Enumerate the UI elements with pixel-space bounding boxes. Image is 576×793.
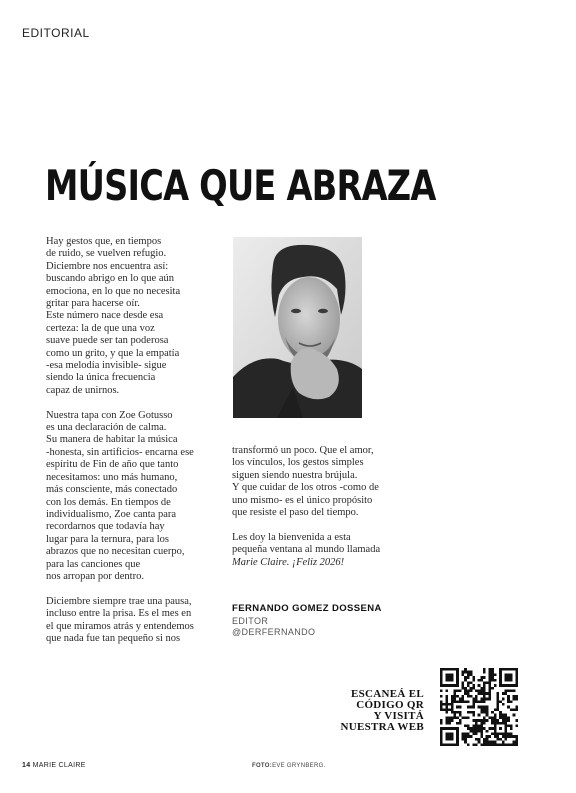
article-line: recordarnos que todavía hay (46, 521, 165, 533)
qr-cta-line: NUESTRA WEB (340, 721, 424, 733)
photo-credit (252, 763, 326, 769)
article-line: individualismo, Zoe canta para (46, 508, 177, 520)
article-line: -esa melodía invisible- sigue (46, 360, 167, 372)
article-line: certeza: la de que una voz (46, 322, 155, 334)
article-line: de ruido, se vuelven refugio. (46, 248, 167, 260)
signature-name: FERNANDO GOMEZ DOSSENA (232, 603, 382, 614)
article-line: nos arropan por dentro. (46, 570, 144, 582)
article-line: transformó un poco. Que el amor, (232, 445, 374, 456)
qr-code-icon[interactable] (440, 668, 518, 746)
photo-credit-label: FOTO: (252, 763, 273, 769)
article-title: MÚSICA QUE ABRAZA (45, 161, 436, 210)
article-line: siguen siendo nuestra brújula. (232, 469, 358, 481)
article-line: los vínculos, los gestos simples (232, 457, 364, 469)
article-line: incluso entre la prisa. Es el mes en (46, 608, 192, 620)
section-label: EDITORIAL (22, 26, 90, 40)
article-line: que resiste el paso del tiempo. (232, 507, 359, 519)
article-line: necesitamos: uno más humano, (46, 471, 178, 483)
article-line: gritar para hacerse oír. (46, 298, 140, 310)
article-left-column (46, 236, 231, 645)
footer-folio (22, 762, 86, 769)
article-paragraph (232, 445, 422, 519)
article-line: abrazos que no necesitan cuerpo, (46, 546, 185, 558)
article-line: Y que cuidar de los otros -como de (232, 482, 379, 494)
article-line: emociona, en lo que no necesita (46, 285, 181, 297)
article-paragraph (232, 532, 422, 569)
article-line: uno mismo- es el único propósito (232, 494, 373, 506)
article-line: Nuestra tapa con Zoe Gotusso (46, 409, 173, 421)
article-paragraph (46, 236, 231, 397)
qr-cta-line: Y VISITÁ (373, 710, 424, 722)
article-line: lugar para la ternura, para los (46, 533, 170, 545)
editor-photo (233, 237, 362, 418)
article-line: Les doy la bienvenida a esta (232, 531, 351, 543)
qr-cta-line: CÓDIGO QR (356, 699, 424, 711)
signature-role: EDITOR (232, 616, 269, 626)
article-line: para las canciones que (46, 558, 141, 570)
page-number: 14 (22, 762, 31, 769)
article-line: más consciente, más conectado (46, 484, 178, 496)
signature-handle[interactable]: @DERFERNANDO (232, 627, 316, 637)
article-right-column (232, 445, 422, 569)
article-line: pequeña ventana al mundo llamada (232, 544, 381, 556)
article-line: que nada fue tan pequeño si nos (46, 632, 181, 644)
article-line: como un grito, y que la empatía (46, 347, 180, 359)
article-line: siendo la única frecuencia (46, 372, 156, 384)
photo-credit-name: EVE GRYNBERG. (272, 763, 326, 769)
article-paragraph (46, 596, 231, 646)
article-paragraph (46, 410, 231, 584)
article-line: es una declaración de calma. (46, 422, 167, 434)
article-line: suave puede ser tan poderosa (46, 335, 169, 347)
publication-name: MARIE CLAIRE (32, 762, 86, 769)
article-line: Su manera de habitar la música (46, 434, 178, 446)
article-line: Hay gestos que, en tiempos (46, 236, 162, 247)
article-line: Este número nace desde esa (46, 310, 164, 322)
article-line: espíritu de Fin de año que tanto (46, 459, 179, 471)
article-line: Diciembre siempre trae una pausa, (46, 595, 192, 607)
qr-call-to-action (304, 689, 424, 733)
article-line: con los demás. En tiempos de (46, 496, 171, 508)
article-line: capaz de unirnos. (46, 384, 120, 396)
article-line: -honesta, sin artificios- encarna ese (46, 446, 194, 458)
article-line: Diciembre nos encuentra así: (46, 260, 169, 272)
article-closing-line: Marie Claire. ¡Feliz 2026! (232, 556, 345, 568)
article-line: el que miramos atrás y entendemos (46, 620, 194, 632)
qr-cta-line: ESCANEÁ EL (351, 688, 424, 700)
article-line: buscando abrigo en lo que aún (46, 273, 175, 285)
